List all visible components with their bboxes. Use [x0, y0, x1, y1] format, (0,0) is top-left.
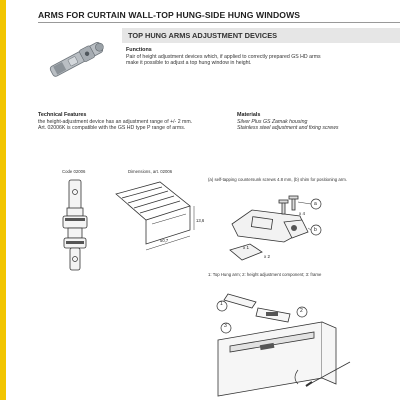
technical-heading: Technical Features — [38, 112, 87, 118]
screws-assembly-drawing — [222, 190, 338, 262]
callout-2: 2 — [300, 308, 303, 314]
title-divider — [38, 22, 400, 23]
materials-text — [237, 119, 387, 131]
qty-x1: x 1 — [243, 245, 250, 250]
callout-1: 1 — [220, 301, 223, 307]
technical-text — [38, 119, 213, 131]
functions-text: Pair of height adjustment devices which, if applied to correctly prepared GS HD arms make it possible to adjust a top hung window in height. — [126, 54, 321, 67]
functions-heading: Functions — [126, 47, 152, 53]
materials-line-1: Silver Plus GS Zamak housing — [237, 119, 308, 125]
technical-line-1: the height-adjustment device has an adjustment range of +/- 2 mm. — [38, 119, 193, 125]
materials-line-2: Stainless steel adjustment and fixing screws — [237, 125, 339, 132]
callout-b: b — [314, 227, 317, 233]
dimensions-drawing — [112, 180, 198, 260]
section-title: TOP HUNG ARMS ADJUSTMENT DEVICES — [128, 31, 278, 40]
qty-x2: x 2 — [264, 254, 271, 259]
qty-x4: x 4 — [299, 211, 306, 216]
product-photo — [42, 38, 114, 78]
dimension-label-2: 13,6 — [196, 218, 205, 223]
dimensions-caption: Dimensions, art. 02006 — [128, 169, 173, 174]
code-02006-drawing — [54, 178, 96, 274]
materials-heading: Materials — [237, 112, 261, 118]
code-caption: Code 02006 — [62, 169, 86, 174]
page-title: ARMS FOR CURTAIN WALL-TOP HUNG-SIDE HUNG WINDOWS — [38, 10, 301, 20]
installation-drawing — [210, 282, 360, 400]
accent-bar — [0, 0, 6, 400]
technical-line-2: Art. 02006K is compatible with the GS HD type P range of arms. — [38, 125, 186, 132]
callout-a: a — [314, 201, 317, 207]
components-caption: 1: Top Hung arm; 2: height adjustment component; 3: frame — [208, 272, 322, 277]
callout-3: 3 — [224, 323, 227, 329]
dimension-label-1: 50,7 — [160, 238, 169, 243]
screws-caption: (a) self-tapping countersunk screws 4.8 mm, (b) shim for positioning arm. — [208, 177, 347, 182]
